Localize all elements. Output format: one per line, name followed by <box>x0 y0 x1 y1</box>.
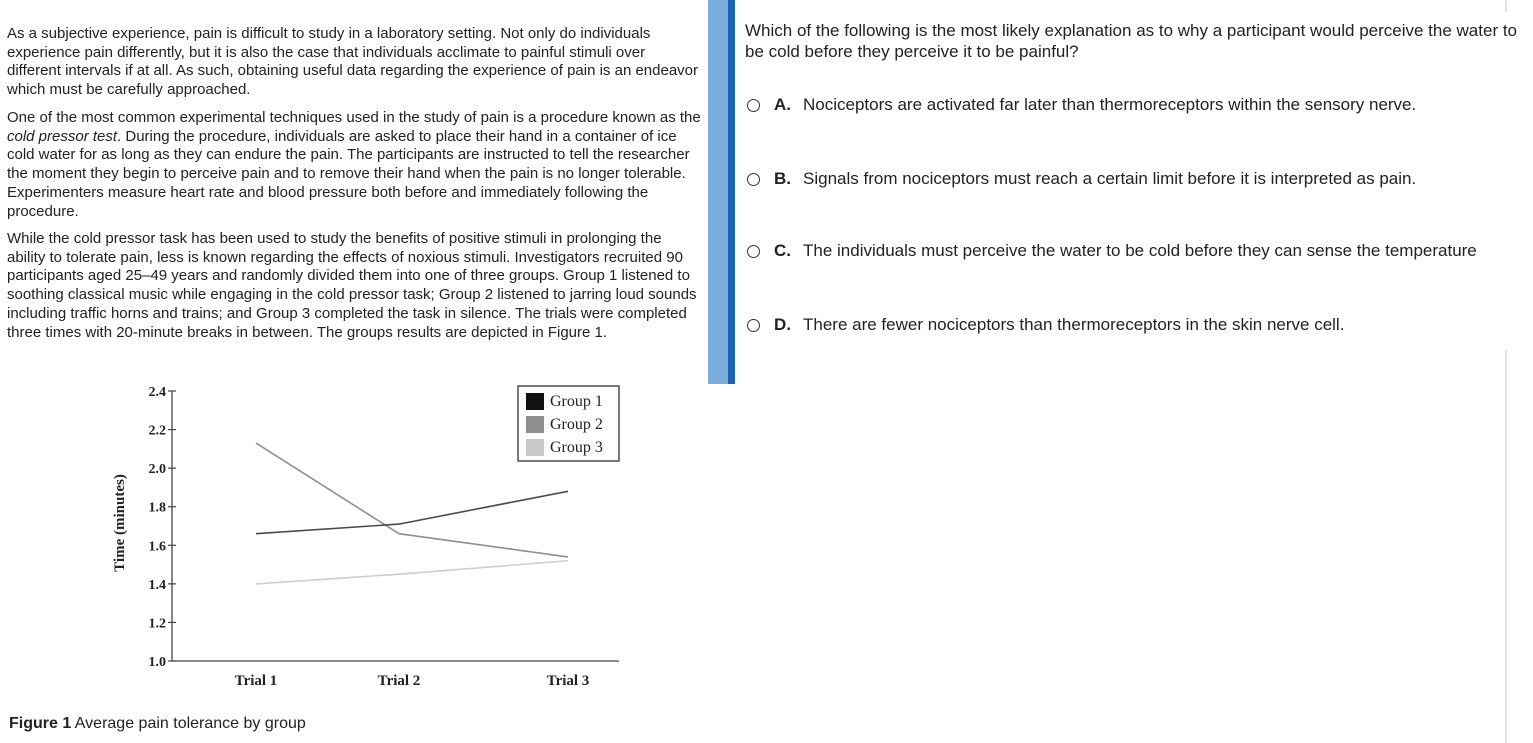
x-tick-label: Trial 1 <box>234 673 278 689</box>
choice-text-b: Signals from nociceptors must reach a certain limit before it is interpreted as pain. <box>803 169 1417 188</box>
passage-paragraph-1: As a subjective experience, pain is difficult to study in a laboratory setting. Not only do individuals experience pain differently, but it is also the case that individuals acclimate to painful stimuli over different intervals if at all. As such, obtaining useful data regarding the experience of pain is an endeavor which must be carefully approached. <box>7 25 698 99</box>
choice-letter-d: D. <box>774 315 791 334</box>
x-tick-label: Trial 3 <box>546 673 590 689</box>
y-tick-label: 2.4 <box>148 385 166 400</box>
figure-caption-text: Average pain tolerance by group <box>71 715 306 732</box>
series-line-group-3 <box>256 561 568 584</box>
question-pane <box>735 0 1533 743</box>
radio-button-a[interactable] <box>747 99 760 112</box>
legend-swatch-group-3 <box>526 439 544 456</box>
figure-caption-label: Figure 1 <box>9 715 72 732</box>
series-line-group-1 <box>256 491 568 533</box>
answer-choice-b[interactable] <box>747 167 1533 191</box>
radio-button-d[interactable] <box>747 319 760 332</box>
scrollbar-track[interactable] <box>1505 350 1507 743</box>
legend-label-group-1: Group 1 <box>550 393 603 410</box>
figure-1-line-chart <box>100 378 640 696</box>
pane-resize-divider[interactable] <box>708 0 735 384</box>
y-tick-label: 1.2 <box>148 616 166 632</box>
radio-button-b[interactable] <box>747 173 760 186</box>
figure-caption <box>9 715 306 733</box>
legend-label-group-3: Group 3 <box>550 439 603 456</box>
cold-pressor-test-term: cold pressor test <box>7 127 118 145</box>
y-tick-label: 1.4 <box>148 577 166 593</box>
legend-swatch-group-1 <box>526 393 544 410</box>
answer-choice-a[interactable] <box>747 93 1533 117</box>
chart-legend <box>518 386 619 461</box>
x-tick-label: Trial 2 <box>377 673 421 689</box>
choice-letter-b: B. <box>774 169 791 188</box>
radio-button-c[interactable] <box>747 245 760 258</box>
scrollbar-top-edge <box>1505 0 1507 12</box>
y-tick-label: 2.2 <box>148 423 166 439</box>
paragraph-2-text-start: One of the most common experimental techniques used in the study of pain is a procedure known as the <box>7 109 701 126</box>
question-stem: Which of the following is the most likely explanation as to why a participant would perceive the water to be cold before they perceive it to be painful? <box>745 21 1518 61</box>
choice-letter-c: C. <box>774 241 791 260</box>
series-lines <box>256 443 568 584</box>
choice-text-c: The individuals must perceive the water to be cold before they can sense the temperature <box>803 241 1477 260</box>
passage-paragraph-3: While the cold pressor task has been used to study the benefits of positive stimuli in prolonging the ability to tolerate pain, less is known regarding the effects of noxious stimuli. Investigators recruited 90 participants aged 25–49 years and randomly divided them into one of three groups. Group 1 listened to soothing classical music while engaging in the cold pressor task; Group 2 listened to jarring loud sounds including traffic horns and trains; and Group 3 completed the task in silence. The trials were completed three times with 20-minute breaks in between. The groups results are depicted in Figure 1. <box>7 230 697 341</box>
y-tick-label: 2.0 <box>148 462 166 478</box>
y-tick-label: 1.6 <box>148 539 166 555</box>
answer-choice-c[interactable] <box>747 239 1533 263</box>
y-tick-label: 1.8 <box>148 500 166 516</box>
choice-text-a: Nociceptors are activated far later than thermoreceptors within the sensory nerve. <box>803 95 1417 114</box>
choice-letter-a: A. <box>774 95 791 114</box>
legend-swatch-group-2 <box>526 416 544 433</box>
legend-label-group-2: Group 2 <box>550 416 603 433</box>
choice-text-d: There are fewer nociceptors than thermoreceptors in the skin nerve cell. <box>803 315 1345 334</box>
y-axis-label: Time (minutes) <box>112 474 128 572</box>
passage-pane <box>0 0 708 743</box>
answer-choice-d[interactable] <box>747 313 1533 337</box>
passage-paragraph-2 <box>7 109 702 221</box>
paragraph-2-text-end: . During the procedure, individuals are asked to place their hand in a container of ice cold water for as long as they can endure the pain. The participants are instructed to tell the researcher the moment they begin to perceive pain and to remove their hand when the pain is no longer tolerable. Experimenters measure heart rate and blood pressure both before and immediately following the procedure. <box>7 127 690 220</box>
x-axis-ticks <box>235 673 590 689</box>
y-tick-label: 1.0 <box>148 655 166 670</box>
